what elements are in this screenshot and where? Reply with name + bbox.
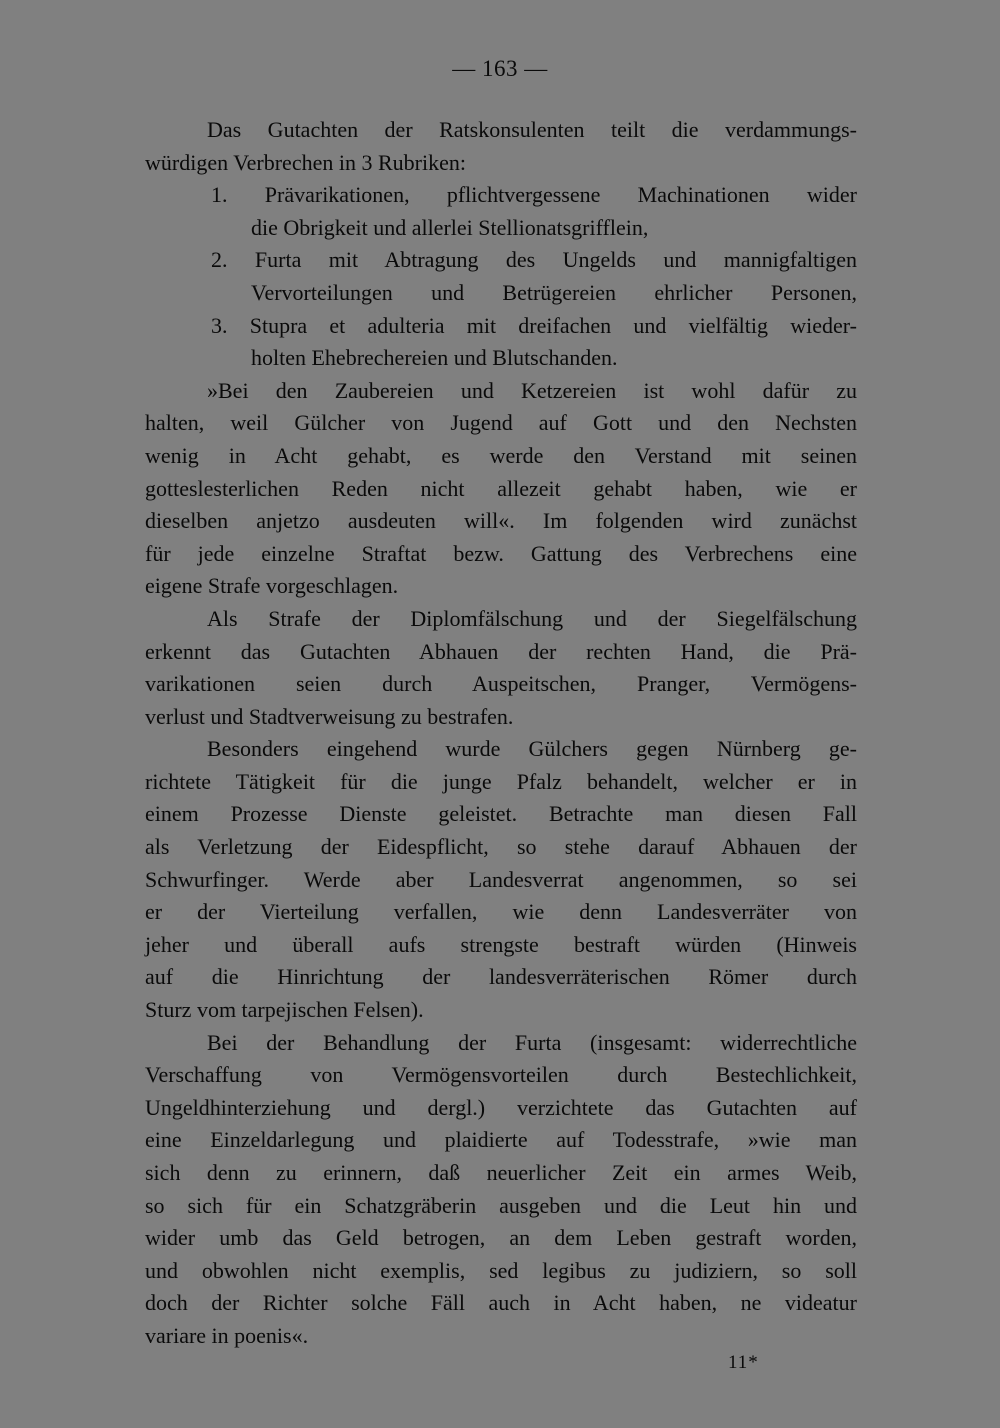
page-number: — 163 — — [452, 56, 548, 81]
text-line: Als Strafe der Diplomfälschung und der Siegelfälschung — [207, 605, 857, 631]
text-line: eigene Strafe vorgeschlagen. — [145, 573, 399, 599]
text-line: jeher und überall aufs strengste bestraft würden (Hinweis — [145, 931, 857, 957]
text-line: doch der Richter solche Fäll auch in Acht haben, ne videatur — [145, 1290, 857, 1316]
body-text — [145, 114, 857, 1353]
text-line: einem Prozesse Dienste geleistet. Betrachte man diesen Fall — [145, 801, 857, 827]
text-line: Das Gutachten der Ratskonsulenten teilt die verdammungs- — [207, 117, 857, 142]
text-line: richtete Tätigkeit für die junge Pfalz behandelt, welcher er in — [145, 768, 857, 794]
text-line: Besonders eingehend wurde Gülchers gegen Nürnberg ge- — [207, 736, 857, 762]
text-line: als Verletzung der Eidespflicht, so stehe darauf Abhauen der — [145, 834, 857, 860]
text-line: Sturz vom tarpejischen Felsen). — [145, 997, 424, 1023]
text-line: holten Ehebrechereien und Blutschanden. — [251, 345, 618, 371]
text-line: Ungeldhinterziehung und dergl.) verzichtete das Gutachten auf — [145, 1094, 857, 1120]
text-line: Bei der Behandlung der Furta (insgesamt: widerrechtliche — [207, 1029, 857, 1055]
text-line: Vervorteilungen und Betrügereien ehrlicher Personen, — [251, 279, 857, 305]
text-line: und obwohlen nicht exemplis, sed legibus zu judiziern, so soll — [145, 1257, 857, 1283]
text-line: wider umb das Geld betrogen, an dem Leben gestraft worden, — [145, 1225, 857, 1251]
text-line: erkennt das Gutachten Abhauen der rechten Hand, die Prä- — [145, 638, 857, 664]
text-line: halten, weil Gülcher von Jugend auf Gott und den Nechsten — [145, 410, 857, 436]
text-line: verlust und Stadtverweisung zu bestrafen. — [145, 703, 514, 729]
text-line: 1. Prävarikationen, pflichtvergessene Machinationen wider — [211, 182, 857, 208]
text-line: Schwurfinger. Werde aber Landesverrat angenommen, so sei — [145, 866, 857, 892]
text-line: dieselben anjetzo ausdeuten will«. Im folgenden wird zunächst — [145, 508, 857, 534]
text-line: variare in poenis«. — [145, 1322, 309, 1348]
text-line: so sich für ein Schatzgräberin ausgeben und die Leut hin und — [145, 1192, 857, 1218]
text-line: die Obrigkeit und allerlei Stellionatsgrifflein, — [251, 214, 649, 240]
text-line: sich denn zu erinnern, daß neuerlicher Zeit ein armes Weib, — [145, 1160, 857, 1185]
text-line: 2. Furta mit Abtragung des Ungelds und mannigfaltigen — [211, 247, 857, 273]
text-line: für jede einzelne Straftat bezw. Gattung des Verbrechens eine — [145, 540, 857, 566]
text-line: »Bei den Zaubereien und Ketzereien ist wohl dafür zu — [207, 377, 857, 403]
text-line: gotteslesterlichen Reden nicht allezeit gehabt haben, wie er — [145, 475, 857, 501]
text-line: würdigen Verbrechen in 3 Rubriken: — [145, 149, 466, 175]
text-line: auf die Hinrichtung der landesverräterischen Römer durch — [145, 964, 857, 990]
text-line: Verschaffung von Vermögensvorteilen durch Bestechlichkeit, — [145, 1062, 857, 1088]
text-line: er der Vierteilung verfallen, wie denn Landesverräter von — [145, 899, 857, 925]
text-line: 3. Stupra et adulteria mit dreifachen und vielfältig wieder- — [211, 312, 857, 338]
text-line: wenig in Acht gehabt, es werde den Verstand mit seinen — [145, 442, 857, 468]
text-line: eine Einzeldarlegung und plaidierte auf Todesstrafe, »wie man — [145, 1127, 857, 1153]
text-line: varikationen seien durch Auspeitschen, Pranger, Vermögens- — [145, 671, 857, 697]
signature-mark: 11* — [728, 1352, 759, 1373]
